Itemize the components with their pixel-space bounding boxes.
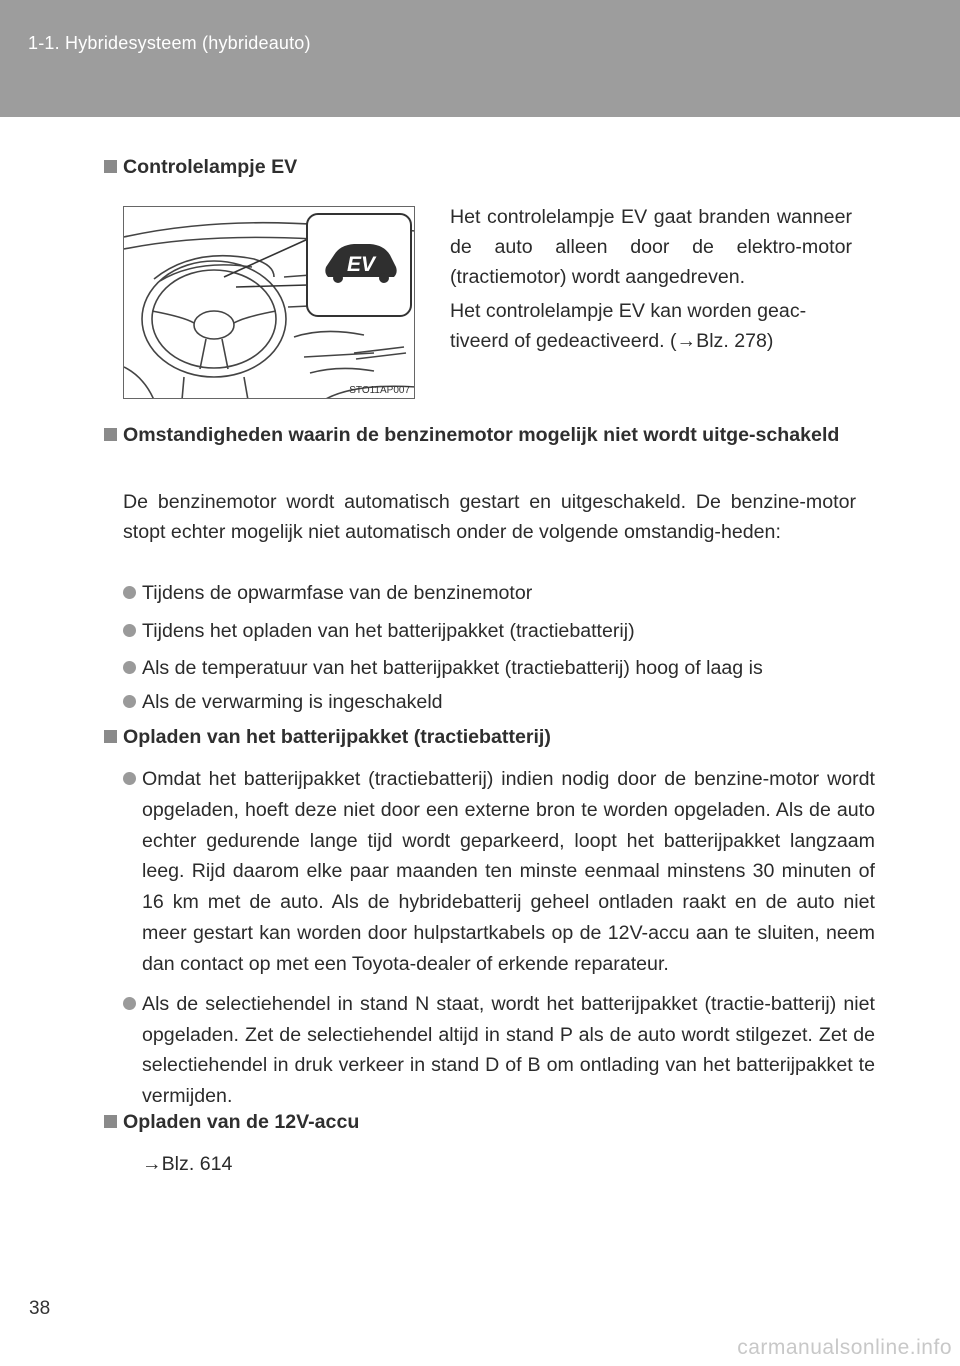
section-heading-conditions	[104, 420, 875, 451]
round-bullet-icon	[123, 695, 136, 708]
section-heading-12v	[104, 1111, 359, 1134]
list-item	[123, 617, 856, 647]
ev-indicator-icon	[308, 215, 410, 315]
list-item-text: Tijdens het opladen van het batterijpakket (tractiebatterij)	[142, 620, 635, 642]
round-bullet-icon	[123, 997, 136, 1010]
round-bullet-icon	[123, 661, 136, 674]
round-bullet-icon	[123, 772, 136, 785]
square-bullet-icon	[104, 1115, 117, 1128]
list-item-text: Als de verwarming is ingeschakeld	[142, 691, 443, 713]
chapter-title: 1-1. Hybridesysteem (hybrideauto)	[28, 33, 311, 53]
heading-text: Opladen van de 12V-accu	[123, 1111, 360, 1133]
ev-icon-label: EV	[346, 253, 376, 276]
page-header	[0, 0, 960, 117]
list-item-text: Tijdens de opwarmfase van de benzinemotor	[142, 582, 533, 604]
ev-activation-note: Het controlelampje EV kan worden geac-tiveerd of gedeactiveerd. (→Blz. 278)	[450, 300, 807, 352]
conditions-intro: De benzinemotor wordt automatisch gestart en uitgeschakeld. De benzine-motor stopt echter mogelijk niet automatisch onder de volgende omstandig-heden:	[123, 491, 856, 543]
ev-description: Het controlelampje EV gaat branden wanneer de auto alleen door de elektro-motor (tractiemotor) wordt aangedreven.	[450, 206, 852, 288]
list-item	[123, 579, 856, 609]
figure-code: STO11AP007	[349, 385, 410, 396]
list-item-text: Omdat het batterijpakket (tractiebatterij) indien nodig door de benzine-motor wordt opgeladen, hoeft deze niet door een externe bron te worden opgeladen. Als de auto echter gedurende lange tijd wordt geparkeerd, loopt het batterijpakket langzaam leeg. Rijd daarom elke paar maanden ten minste eenmaal minstens 30 minuten of 16 km met de auto. Als de hybridebatterij geheel ontladen raakt en de auto niet meer gestart kan worden door hulpstartkabels op de 12V-accu aan te sluiten, neem dan contact op met een Toyota-dealer of erkende reparateur.	[142, 768, 875, 975]
section-heading-charging	[104, 726, 551, 749]
page-number: 38	[29, 1298, 51, 1319]
square-bullet-icon	[104, 160, 117, 173]
ev-indicator-callout	[306, 213, 412, 317]
section-heading-ev	[104, 156, 297, 179]
round-bullet-icon	[123, 586, 136, 599]
list-item	[123, 688, 856, 718]
footer-watermark: carmanualsonline.info	[737, 1336, 952, 1359]
heading-text: Omstandigheden waarin de benzinemotor mogelijk niet wordt uitge-schakeld	[123, 424, 840, 446]
heading-text: Controlelampje EV	[123, 156, 298, 178]
square-bullet-icon	[104, 730, 117, 743]
page-reference-link[interactable]: →Blz. 614	[142, 1153, 233, 1175]
list-item-text: Als de selectiehendel in stand N staat, wordt het batterijpakket (tractie-batterij) niet opgeladen. Zet de selectiehendel altijd in stand P als de auto wordt stilgezet. Zet de selectiehendel in druk verkeer in stand D of B om ontlading van het batterijpakket te vermijden.	[142, 993, 875, 1107]
square-bullet-icon	[104, 428, 117, 441]
list-item-text: Als de temperatuur van het batterijpakket (tractiebatterij) hoog of laag is	[142, 657, 763, 679]
heading-text: Opladen van het batterijpakket (tractiebatterij)	[123, 726, 551, 748]
list-item	[123, 989, 875, 1111]
round-bullet-icon	[123, 624, 136, 637]
list-item	[123, 764, 875, 980]
list-item	[123, 654, 856, 684]
